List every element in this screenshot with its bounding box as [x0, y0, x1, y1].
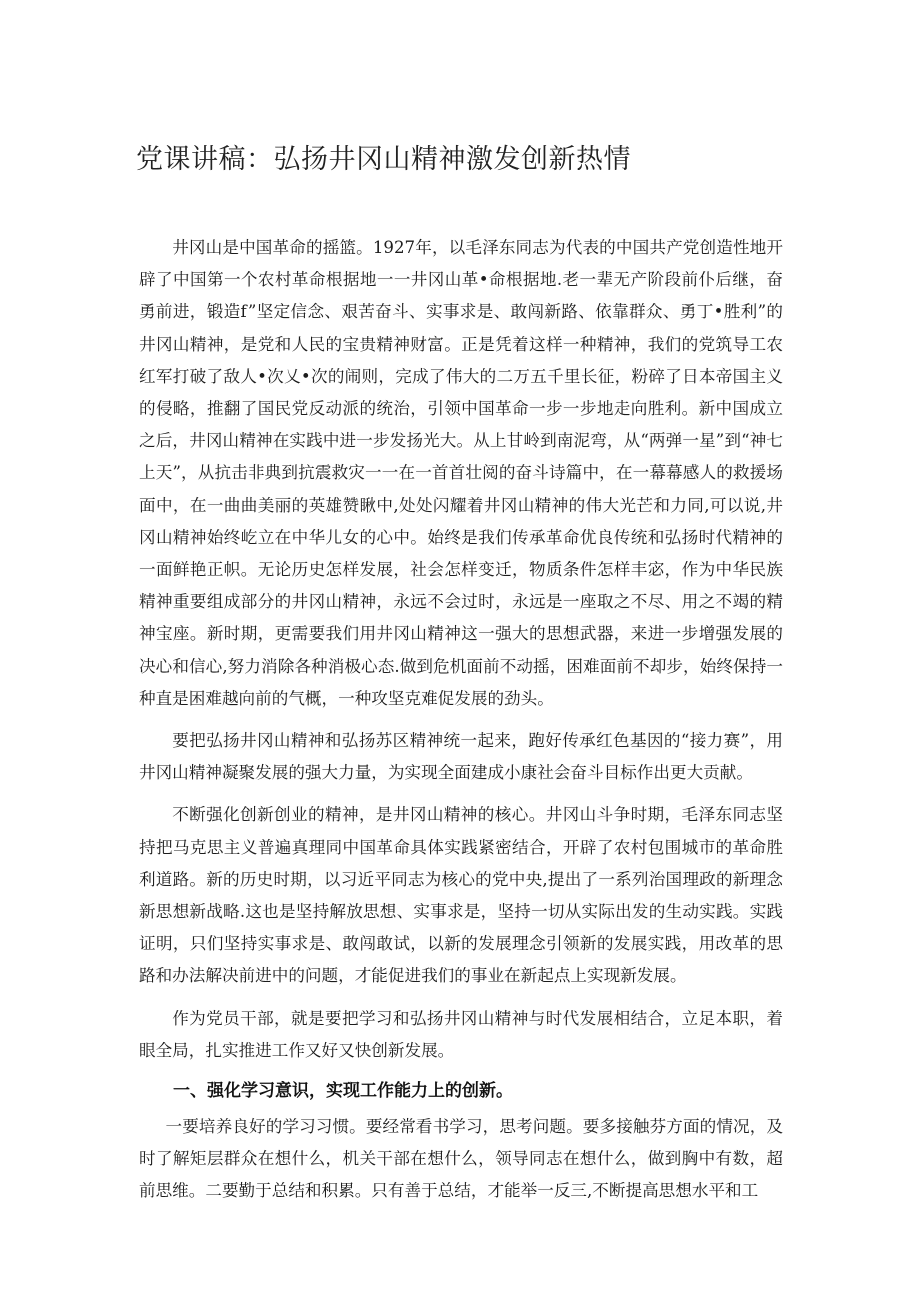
section-heading: 一、强化学习意识，实现工作能力上的创新。: [173, 1081, 513, 1102]
paragraph-cadre-duty: 作为党员干部，就是要把学习和弘扬井冈山精神与时代发展相结合，立足本职，着眼全局，扎实推进工作又好又快创新发展。: [139, 1008, 783, 1060]
document-title: 党课讲稿：弘扬井冈山精神激发创新热情: [136, 144, 631, 175]
paragraph-innovation-core: 不断强化创新创业的精神，是井冈山精神的核心。井冈山斗争时期，毛泽东同志坚持把马克思主义普遍真理同中国革命具体实践紧密结合，开辟了农村包围城市的革命胜利道路。新的历史时期，以习近平同志为核心的党中央,提出了一系列治国理政的新理念新思想新战略.这也是坚持解放思想、实事求是，坚持一切从实际出发的生动实践。实践证明，只们坚持实事求是、敢闯敢试，以新的发展理念引领新的发展实践，用改革的思路和办法解决前进中的问题，才能促进我们的事业在新起点上实现新发展。: [139, 805, 783, 986]
paragraph-intro: 井冈山是中国革命的摇篮。1927年，以毛泽东同志为代表的中国共产党创造性地开辟了中国第一个农村革命根据地一一井冈山革•命根据地.老一辈无产阶段前仆后继，奋勇前进，锻造f”坚定信念、艰苦奋斗、实事求是、敢闯新路、依靠群众、勇丁•胜利”的井冈山精神，是党和人民的宝贵精神财富。正是凭着这样一种精神，我们的党筑导工农红军打破了敌人•次乂•次的闹则，完成了伟大的二万五千里长征，粉碎了日本帝国主义的侵略，推翻了国民党反动派的统治，引领中国革命一步一步地走向胜利。新中国成立之后，井冈山精神在实践中进一步发扬光大。从上甘岭到南泥弯，从“两弹一星”到“神七上天”，从抗击非典到抗震救灾一一在一首首壮阅的奋斗诗篇中，在一幕幕感人的救援场面中，在一曲曲美丽的英雄赞瞅中,处处闪耀着井冈山精神的伟大光芒和力同,可以说,井冈山精神始终屹立在中华儿女的心中。始终是我们传承革命优良传统和弘扬时代精神的一面鲜艳正帜。无论历史怎样发展，社会怎样变迁，物质条件怎样丰宓，作为中华民族精神重要组成部分的井冈山精神，永远不会过时，永远是一座取之不尽、用之不竭的精神宝座。新时期，更需要我们用井冈山精神这一强大的思想武器，来进一步增强发展的决心和信心,努力消除各种消极心态.做到危机面前不动摇，困难面前不却步，始终保持一种直是困难越向前的气概，一种攻坚克难促发展的劲头。: [139, 238, 783, 708]
paragraph-study-habits: 一要培养良好的学习习惯。要经常看书学习，思考问题。要多接触芬方面的情况，及时了解矩层群众在想什么，机关干部在想什么，领导同志在想什么，做到胸中有数，超前思维。二要勤于总结和积累。只有善于总结，才能举一反三,不断提高思想水平和工: [139, 1117, 783, 1201]
document-body: [139, 232, 783, 1208]
paragraph-relay: 要把弘扬井冈山精神和弘扬苏区精神统一起来，跑好传承红色基因的“接力赛”，用井冈山精神凝聚发展的强大力量，为实现全面建成小康社会奋斗目标作出更大贡献。: [139, 731, 783, 783]
